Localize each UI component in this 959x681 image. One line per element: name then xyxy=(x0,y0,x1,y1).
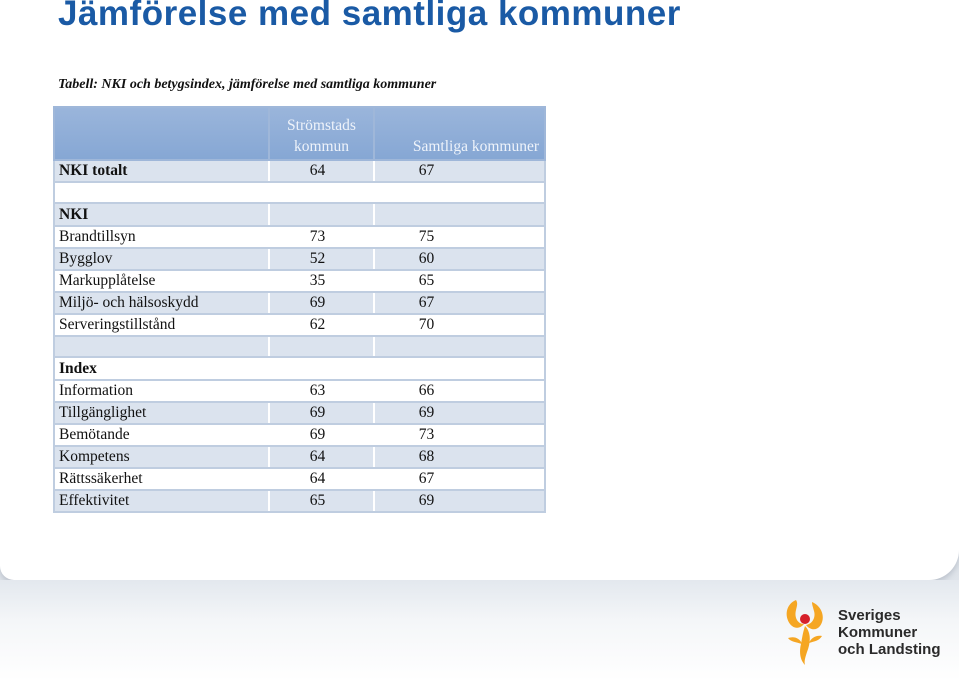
value-stromstad: 69 xyxy=(269,292,374,314)
header-empty-cell xyxy=(54,107,269,160)
nki-total-row xyxy=(54,160,545,182)
table-row xyxy=(54,314,545,336)
table-row xyxy=(54,270,545,292)
header-stromstad-line1: Strömstads xyxy=(287,117,356,134)
logo-line2: Kommuner xyxy=(838,624,918,641)
table-row xyxy=(54,292,545,314)
row-label: Markupplåtelse xyxy=(54,270,269,292)
nki-rows xyxy=(54,226,545,336)
spacer-row xyxy=(54,336,545,357)
row-label: Rättssäkerhet xyxy=(54,468,269,490)
header-stromstad xyxy=(269,107,374,160)
index-rows xyxy=(54,380,545,512)
value-stromstad: 35 xyxy=(269,270,374,292)
table-row xyxy=(54,226,545,248)
section-row-nki xyxy=(54,203,545,226)
row-label: Kompetens xyxy=(54,446,269,468)
row-label: Bygglov xyxy=(54,248,269,270)
table-caption: Tabell: NKI och betygsindex, jämförelse med samtliga kommuner xyxy=(58,77,437,92)
value-samtliga: 73 xyxy=(374,424,545,446)
table-row xyxy=(54,402,545,424)
table-row xyxy=(54,248,545,270)
value-samtliga: 65 xyxy=(374,270,545,292)
comparison-table xyxy=(53,106,546,513)
table-header-row xyxy=(54,107,545,160)
skl-logo xyxy=(778,596,946,666)
value-samtliga: 67 xyxy=(374,292,545,314)
row-label: Information xyxy=(54,380,269,402)
logo-line3: och Landsting xyxy=(838,641,941,658)
row-label: Brandtillsyn xyxy=(54,226,269,248)
section-label: NKI xyxy=(54,203,269,226)
value-stromstad: 65 xyxy=(269,490,374,512)
section-label: Index xyxy=(54,357,269,380)
value-stromstad: 63 xyxy=(269,380,374,402)
table-row xyxy=(54,468,545,490)
value-stromstad: 69 xyxy=(269,402,374,424)
table-row xyxy=(54,424,545,446)
row-label: Miljö- och hälsoskydd xyxy=(54,292,269,314)
value-samtliga: 69 xyxy=(374,490,545,512)
value-stromstad: 52 xyxy=(269,248,374,270)
row-label: NKI totalt xyxy=(54,160,269,182)
row-label: Bemötande xyxy=(54,424,269,446)
row-label: Effektivitet xyxy=(54,490,269,512)
section-row-index xyxy=(54,357,545,380)
table-row xyxy=(54,446,545,468)
row-label: Serveringstillstånd xyxy=(54,314,269,336)
skl-logo-text xyxy=(838,607,941,658)
value-stromstad: 64 xyxy=(269,468,374,490)
value-stromstad: 64 xyxy=(269,446,374,468)
value-stromstad: 73 xyxy=(269,226,374,248)
value-samtliga: 68 xyxy=(374,446,545,468)
value-samtliga: 75 xyxy=(374,226,545,248)
header-stromstad-line2: kommun xyxy=(293,138,350,155)
value-samtliga: 67 xyxy=(374,468,545,490)
value-stromstad: 64 xyxy=(269,160,374,182)
header-samtliga: Samtliga kommuner xyxy=(374,107,545,160)
table-row xyxy=(54,380,545,402)
value-samtliga: 69 xyxy=(374,402,545,424)
page-title: Jämförelse med samtliga kommuner xyxy=(58,0,681,33)
value-stromstad: 69 xyxy=(269,424,374,446)
value-stromstad: 62 xyxy=(269,314,374,336)
skl-emblem-icon xyxy=(778,596,834,666)
value-samtliga: 70 xyxy=(374,314,545,336)
value-samtliga: 66 xyxy=(374,380,545,402)
table-row xyxy=(54,490,545,512)
spacer-row xyxy=(54,182,545,203)
value-samtliga: 60 xyxy=(374,248,545,270)
logo-line1: Sveriges xyxy=(838,607,901,624)
row-label: Tillgänglighet xyxy=(54,402,269,424)
value-samtliga: 67 xyxy=(374,160,545,182)
